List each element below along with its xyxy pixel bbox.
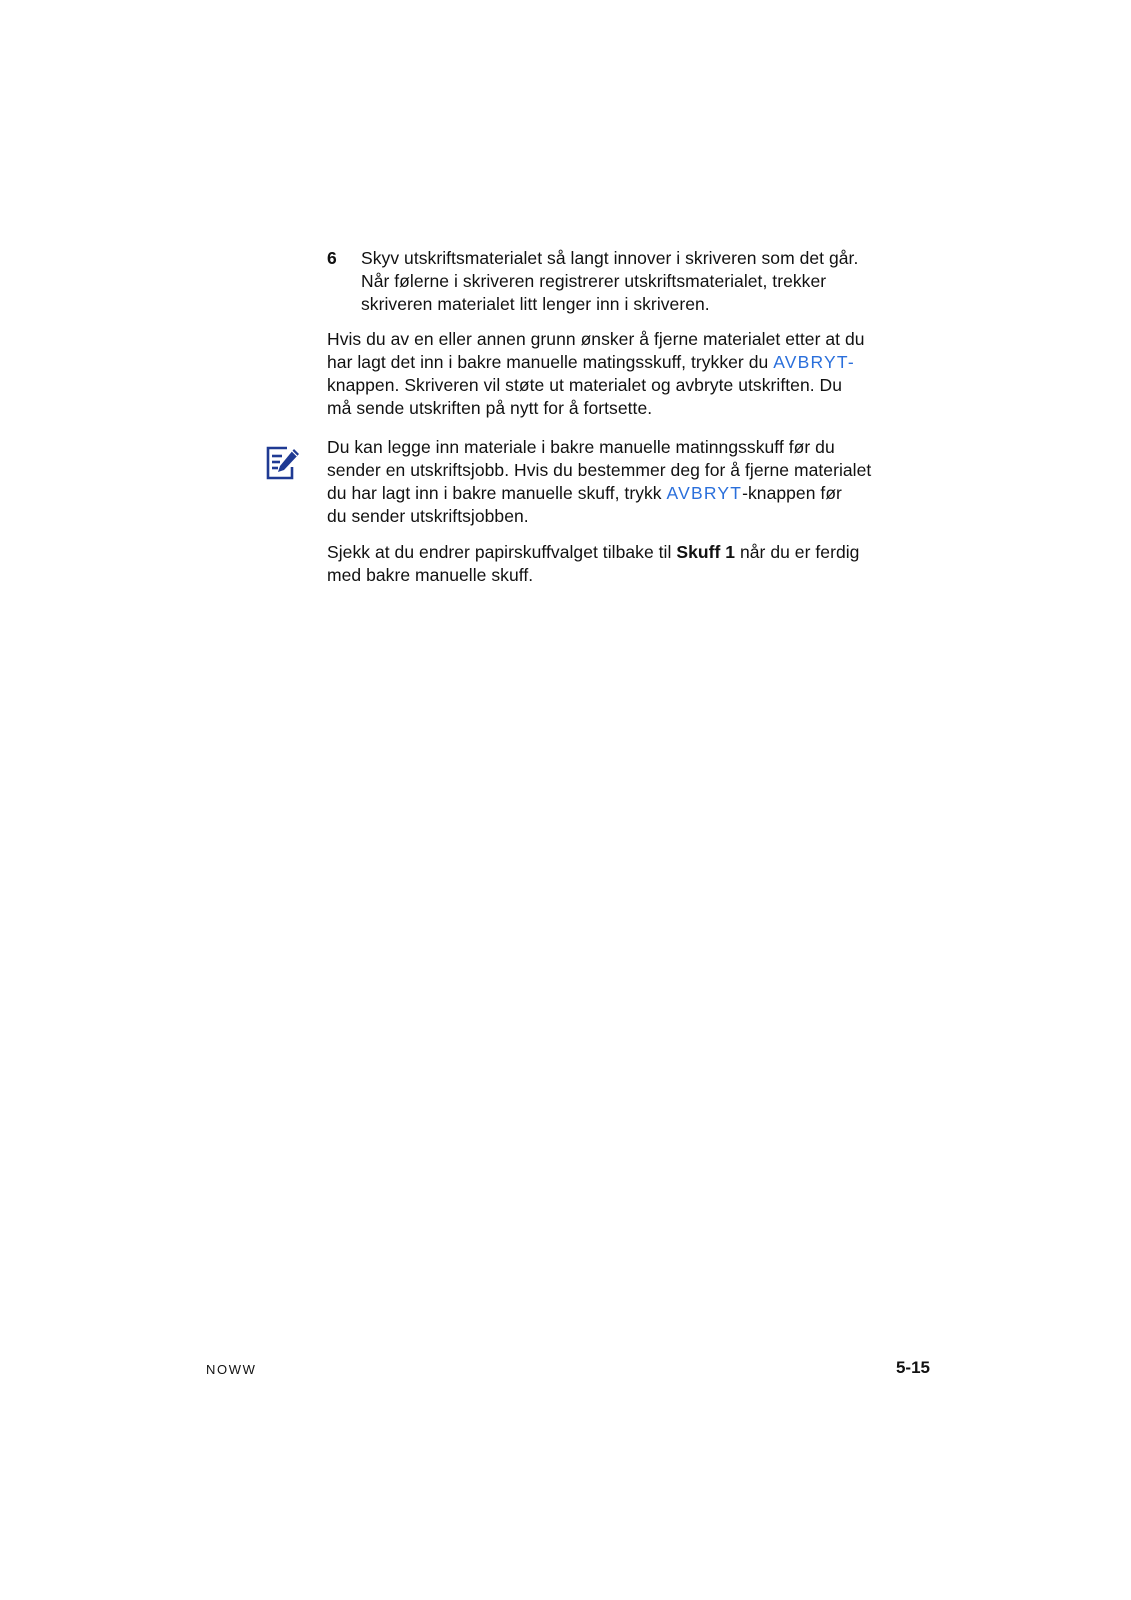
text-run: har lagt det inn i bakre manuelle matingsskuff, trykker du [327, 352, 774, 372]
footer-label: NOWW [206, 1362, 257, 1377]
keyword-hyphen: - [847, 352, 855, 372]
step-line: skriveren materialet litt lenger inn i skriveren. [361, 294, 710, 314]
paragraph-line [327, 351, 865, 374]
paragraph-tray-reminder [327, 541, 859, 587]
paragraph-cancel-info [327, 328, 865, 420]
keyword-avbryt: AVBRYT [773, 352, 848, 372]
note-text [327, 436, 871, 528]
paragraph-line: må sende utskriften på nytt for å fortsette. [327, 398, 653, 418]
note-pencil-icon [265, 445, 301, 481]
step-line: Skyv utskriftsmaterialet så langt innover i skriveren som det går. [361, 248, 859, 268]
note-line [327, 482, 871, 505]
keyword-avbryt: AVBRYT [666, 483, 743, 503]
note-line: sender en utskriftsjobb. Hvis du bestemmer deg for å fjerne materialet [327, 460, 872, 480]
paragraph-line [327, 541, 859, 564]
note-line: du sender utskriftsjobben. [327, 506, 529, 526]
page-number: 5-15 [895, 1358, 930, 1377]
text-run: når du er ferdig [735, 542, 860, 562]
step-line: Når følerne i skriveren registrerer utskriftsmaterialet, trekker [361, 271, 827, 291]
step-text [361, 247, 858, 316]
paragraph-line: med bakre manuelle skuff. [327, 565, 534, 585]
paragraph-line: Hvis du av en eller annen grunn ønsker å fjerne materialet etter at du [327, 329, 865, 349]
bold-skuff-1: Skuff 1 [676, 542, 736, 562]
step-number: 6 [327, 248, 337, 268]
text-run: Sjekk at du endrer papirskuffvalget tilbake til [327, 542, 677, 562]
paragraph-line: knappen. Skriveren vil støte ut materialet og avbryte utskriften. Du [327, 375, 843, 395]
text-run: -knappen før [742, 483, 842, 503]
note-line: Du kan legge inn materiale i bakre manuelle matinngsskuff før du [327, 437, 835, 457]
text-run: du har lagt inn i bakre manuelle skuff, trykk [327, 483, 667, 503]
